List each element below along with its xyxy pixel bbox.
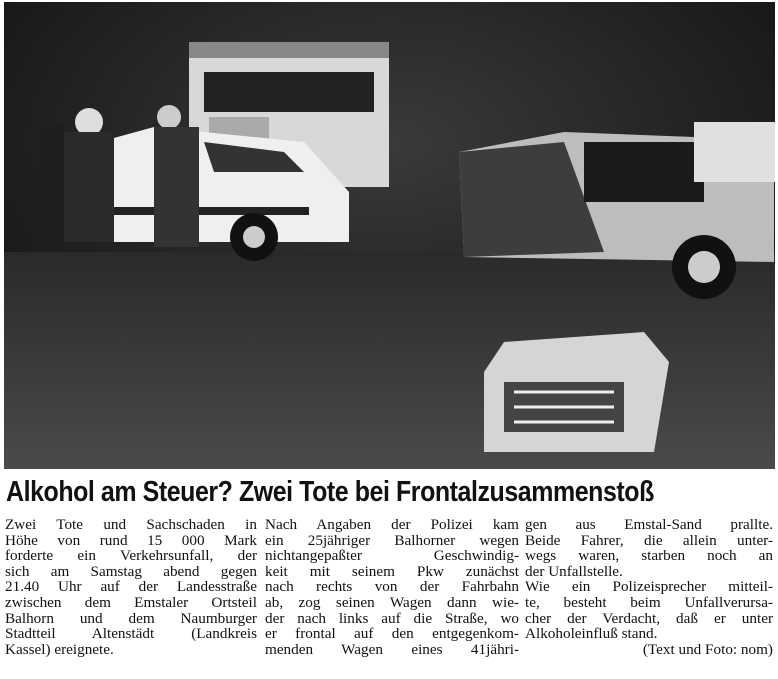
text-line: wegs waren, starben noch an — [525, 548, 773, 564]
text-line: ein 25jähriger Balhorner wegen — [265, 532, 519, 549]
text-line: 21.40 Uhr auf der Landesstraße — [5, 579, 257, 595]
text-line: er frontal auf den entgegenkom- — [265, 626, 519, 642]
text-line: sich am Samstag abend gegen — [5, 563, 257, 580]
text-line: Zwei Tote und Sachschaden in — [5, 517, 257, 533]
headline: Alkohol am Steuer? Zwei Tote bei Frontalzusammenstoß — [6, 476, 654, 508]
text-line: gen aus Emstal-Sand prallte. — [525, 517, 773, 533]
article-column-2 — [265, 517, 519, 657]
text-line: Balhorn und dem Naumburger — [5, 610, 257, 627]
text-line: menden Wagen eines 41jähri- — [265, 641, 519, 658]
article-column-1 — [5, 517, 257, 657]
text-line: Wie ein Polizeisprecher mitteil- — [525, 579, 773, 595]
text-line: Beide Fahrer, die allein unter- — [525, 532, 773, 549]
text-line: Alkoholeinfluß stand. — [525, 626, 658, 642]
article-column-3 — [525, 517, 773, 657]
text-line: Stadtteil Altenstädt (Landkreis — [5, 626, 257, 642]
text-line: Nach Angaben der Polizei kam — [265, 517, 519, 533]
text-line: keit mit seinem Pkw zunächst — [265, 563, 519, 580]
photo-credit: (Text und Foto: nom) — [642, 641, 773, 658]
text-line: nach rechts von der Fahrbahn — [265, 579, 519, 595]
text-line: ab, zog seinen Wagen dann wie- — [265, 594, 519, 611]
text-line: nichtangepaßter Geschwindig- — [265, 548, 519, 564]
text-line: cher der Verdacht, daß er unter — [525, 610, 773, 627]
text-line: der nach links auf die Straße, wo — [265, 610, 519, 627]
debris-wreck-part — [484, 332, 669, 452]
text-line: te, besteht beim Unfallverursa- — [525, 594, 773, 611]
text-line: Höhe von rund 15 000 Mark — [5, 532, 257, 549]
text-line: forderte ein Verkehrsunfall, der — [5, 548, 257, 564]
text-line: Kassel) ereignete. — [5, 641, 114, 658]
accident-photo — [4, 2, 775, 469]
text-line: der Unfallstelle. — [525, 563, 623, 580]
text-line: zwischen dem Emstaler Ortsteil — [5, 594, 257, 611]
